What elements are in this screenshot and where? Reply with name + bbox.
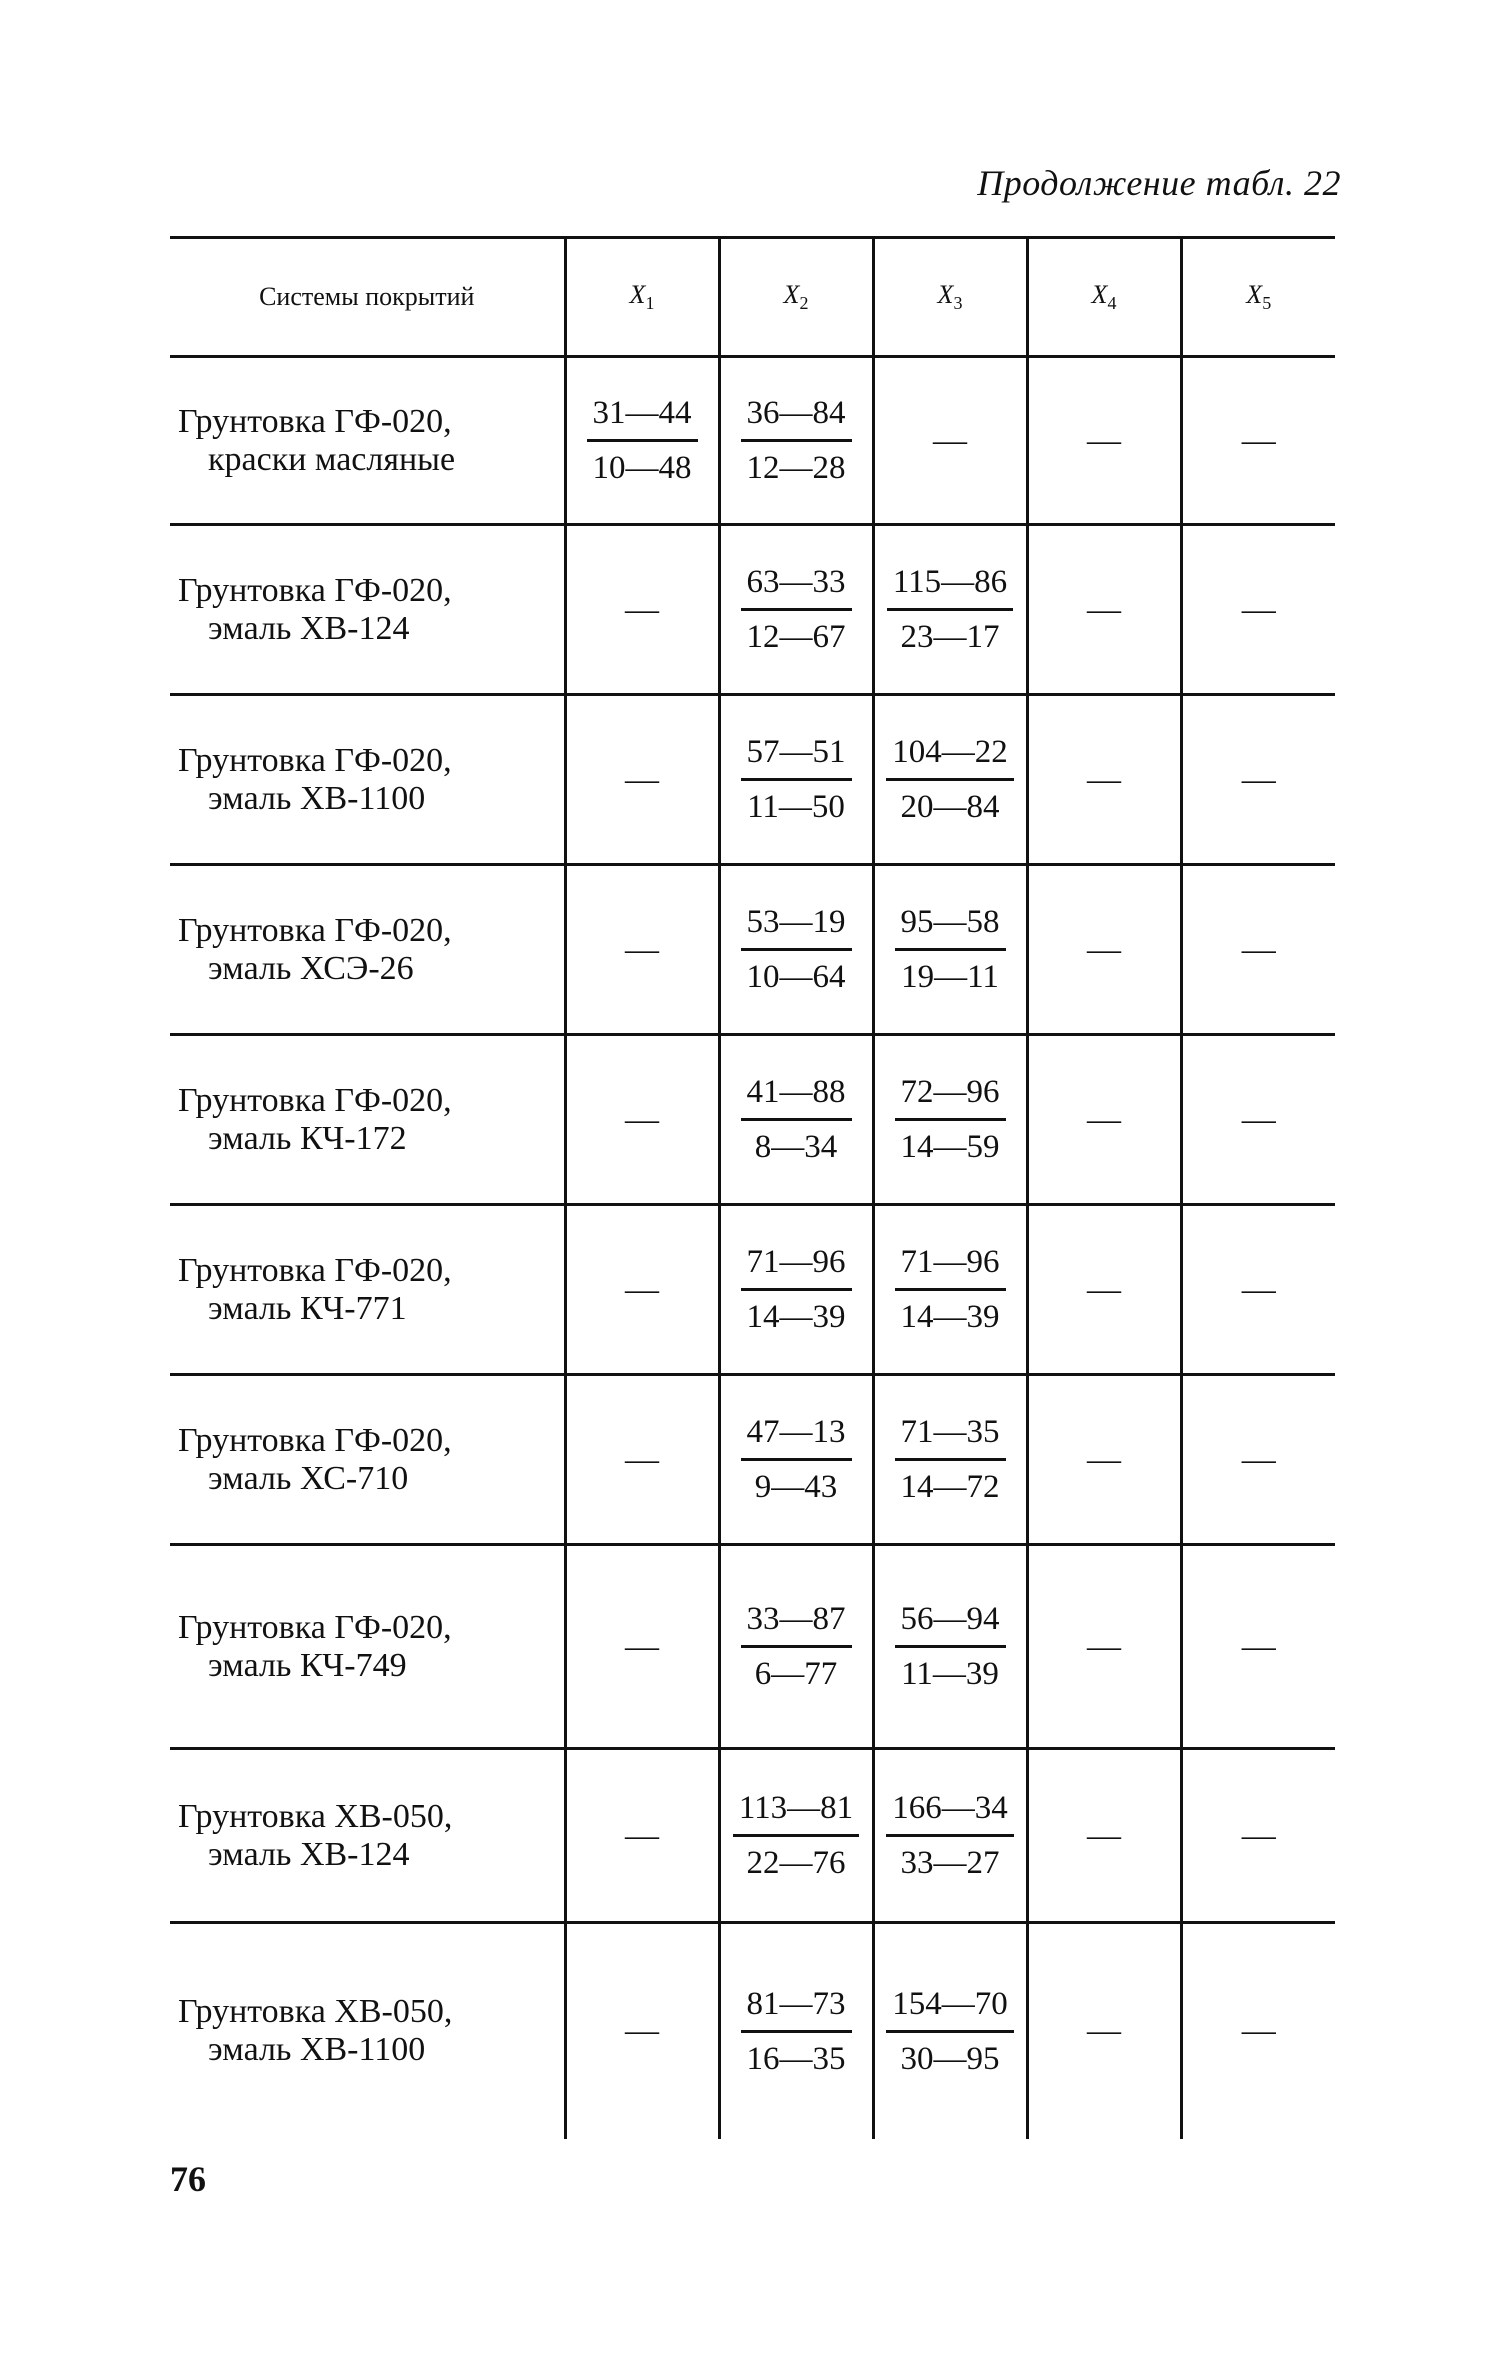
value-fraction [895,1242,1006,1337]
fraction-denominator: 20—84 [900,789,1000,825]
fraction-denominator: 12—28 [746,450,846,486]
table-row [170,357,1335,525]
empty-dash: — [1087,590,1121,628]
value-cell-x1 [565,1545,719,1749]
value-cell-x4 [1027,525,1181,695]
fraction-denominator: 14—72 [900,1469,1000,1505]
value-cell-x3 [873,1205,1027,1375]
empty-dash: — [625,1440,659,1478]
value-fraction [733,1788,859,1883]
empty-dash: — [1241,930,1276,968]
table-header-row [170,238,1335,357]
empty-dash: — [1241,2012,1276,2050]
empty-dash: — [933,421,967,459]
fraction-numerator: 71—96 [741,1242,852,1291]
value-cell-x3 [873,695,1027,865]
value-cell-x5 [1181,1749,1335,1923]
fraction-numerator: 56—94 [895,1599,1006,1648]
table-caption: Продолжение табл. 22 [977,163,1341,203]
empty-dash: — [1241,760,1276,798]
value-cell-x1 [565,1035,719,1205]
system-name-line1: Грунтовка ГФ-020, [178,571,452,609]
value-cell-x2 [719,1749,873,1923]
value-cell-x1 [565,695,719,865]
value-cell-x2 [719,695,873,865]
header-systems: Системы покрытий [170,238,565,357]
system-name-line1: Грунтовка ГФ-020, [178,1421,452,1459]
empty-dash: — [1087,1816,1121,1854]
fraction-numerator: 104—22 [886,732,1014,781]
value-cell-x3 [873,1923,1027,2139]
system-name-line1: Грунтовка ГФ-020, [178,1608,452,1646]
value-fraction [895,1599,1006,1694]
table-row [170,1035,1335,1205]
system-name-line2: эмаль ХВ-1100 [208,779,426,817]
value-fraction [741,732,852,827]
fraction-denominator: 8—34 [754,1129,838,1165]
fraction-denominator: 11—50 [747,789,845,825]
empty-dash: — [1241,590,1276,628]
table-row [170,695,1335,865]
system-name-line1: Грунтовка ГФ-020, [178,911,452,949]
system-name-line2: эмаль ХВ-124 [208,1835,410,1873]
fraction-denominator: 22—76 [746,1845,846,1881]
empty-dash: — [625,1627,659,1665]
fraction-numerator: 47—13 [741,1412,852,1461]
system-name-line1: Грунтовка ГФ-020, [178,1251,452,1289]
fraction-numerator: 31—44 [587,393,698,442]
empty-dash: — [1241,421,1276,459]
value-cell-x4 [1027,1375,1181,1545]
value-cell-x2 [719,1923,873,2139]
fraction-denominator: 12—67 [746,619,846,655]
value-cell-x5 [1181,1035,1335,1205]
fraction-denominator: 10—48 [592,450,692,486]
system-name-line2: эмаль ХС-710 [208,1459,409,1497]
empty-dash: — [1087,760,1121,798]
fraction-numerator: 113—81 [733,1788,859,1837]
value-cell-x5 [1181,695,1335,865]
system-name-cell [170,1749,565,1923]
value-cell-x4 [1027,695,1181,865]
fraction-denominator: 9—43 [754,1469,838,1505]
value-fraction [741,1242,852,1337]
value-cell-x3 [873,1749,1027,1923]
system-name-cell [170,525,565,695]
value-fraction [587,393,698,488]
fraction-denominator: 33—27 [900,1845,1000,1881]
value-fraction [741,562,852,657]
system-name-cell [170,357,565,525]
system-name-cell [170,1375,565,1545]
value-cell-x5 [1181,1375,1335,1545]
table-row [170,1923,1335,2139]
value-cell-x5 [1181,357,1335,525]
system-name-line2: эмаль ХВ-124 [208,609,410,647]
value-cell-x3 [873,357,1027,525]
empty-dash: — [1087,1440,1121,1478]
header-x5: $X_5$ [1181,238,1335,357]
empty-dash: — [1241,1440,1276,1478]
coatings-table [170,236,1335,2139]
value-cell-x4 [1027,1035,1181,1205]
empty-dash: — [1087,1627,1121,1665]
value-cell-x3 [873,865,1027,1035]
empty-dash: — [625,930,659,968]
value-cell-x1 [565,525,719,695]
fraction-denominator: 14—39 [900,1299,1000,1335]
fraction-denominator: 14—59 [900,1129,1000,1165]
value-fraction [887,562,1013,657]
value-cell-x3 [873,1035,1027,1205]
fraction-numerator: 166—34 [886,1788,1014,1837]
value-cell-x2 [719,865,873,1035]
fraction-numerator: 81—73 [741,1984,852,2033]
system-name-line2: эмаль КЧ-172 [208,1119,407,1157]
system-name-line1: Грунтовка ГФ-020, [178,1081,452,1119]
system-name-cell [170,1545,565,1749]
value-fraction [741,1072,852,1167]
value-cell-x4 [1027,1749,1181,1923]
value-cell-x4 [1027,357,1181,525]
system-name-line2: эмаль ХСЭ-26 [208,949,414,987]
empty-dash: — [1087,1100,1121,1138]
empty-dash: — [1241,1270,1276,1308]
system-name-line1: Грунтовка ХВ-050, [178,1993,453,2031]
table-row [170,1749,1335,1923]
value-fraction [886,732,1014,827]
value-cell-x3 [873,1375,1027,1545]
value-cell-x4 [1027,1205,1181,1375]
value-cell-x1 [565,1205,719,1375]
value-cell-x5 [1181,1923,1335,2139]
table-row [170,1545,1335,1749]
empty-dash: — [625,760,659,798]
empty-dash: — [1241,1627,1276,1665]
fraction-numerator: 154—70 [886,1984,1014,2033]
fraction-numerator: 95—58 [895,902,1006,951]
fraction-denominator: 6—77 [754,1656,838,1692]
system-name-cell [170,1923,565,2139]
fraction-numerator: 72—96 [895,1072,1006,1121]
value-fraction [895,1072,1006,1167]
empty-dash: — [1087,930,1121,968]
empty-dash: — [1241,1100,1276,1138]
value-fraction [741,1599,852,1694]
fraction-numerator: 71—35 [895,1412,1006,1461]
value-cell-x4 [1027,1545,1181,1749]
system-name-cell [170,1205,565,1375]
fraction-denominator: 19—11 [901,959,999,995]
fraction-numerator: 71—96 [895,1242,1006,1291]
system-name-line2: эмаль КЧ-771 [208,1289,407,1327]
value-cell-x2 [719,357,873,525]
value-cell-x5 [1181,525,1335,695]
header-x1: $X_1$ [565,238,719,357]
system-name-cell [170,865,565,1035]
value-fraction [895,1412,1006,1507]
table-row [170,525,1335,695]
value-fraction [895,902,1006,997]
fraction-numerator: 115—86 [887,562,1013,611]
table-body [170,357,1335,2139]
value-fraction [741,902,852,997]
empty-dash: — [625,1270,659,1308]
header-x2: $X_2$ [719,238,873,357]
fraction-denominator: 14—39 [746,1299,846,1335]
value-cell-x4 [1027,1923,1181,2139]
value-cell-x4 [1027,865,1181,1035]
fraction-denominator: 23—17 [900,619,1000,655]
value-cell-x1 [565,1749,719,1923]
fraction-numerator: 33—87 [741,1599,852,1648]
system-name-cell [170,1035,565,1205]
system-name-cell [170,695,565,865]
value-fraction [741,393,852,488]
value-fraction [741,1984,852,2079]
system-name-line2: эмаль ХВ-1100 [208,2031,426,2069]
system-name-line2: эмаль КЧ-749 [208,1646,407,1684]
value-cell-x2 [719,1545,873,1749]
fraction-numerator: 41—88 [741,1072,852,1121]
value-fraction [741,1412,852,1507]
empty-dash: — [625,1816,659,1854]
value-cell-x5 [1181,1545,1335,1749]
system-name-line1: Грунтовка ГФ-020, [178,402,452,440]
fraction-numerator: 36—84 [741,393,852,442]
table-row [170,1375,1335,1545]
value-cell-x1 [565,865,719,1035]
empty-dash: — [1087,421,1121,459]
empty-dash: — [625,2012,659,2050]
table-row [170,1205,1335,1375]
empty-dash: — [625,1100,659,1138]
system-name-line1: Грунтовка ГФ-020, [178,741,452,779]
fraction-denominator: 10—64 [746,959,846,995]
value-cell-x1 [565,1923,719,2139]
value-cell-x2 [719,1035,873,1205]
value-cell-x2 [719,525,873,695]
empty-dash: — [1087,2012,1121,2050]
fraction-numerator: 63—33 [741,562,852,611]
empty-dash: — [1087,1270,1121,1308]
value-cell-x1 [565,357,719,525]
page-number: 76 [170,2159,206,2199]
value-cell-x5 [1181,865,1335,1035]
fraction-denominator: 30—95 [900,2040,1000,2077]
value-cell-x2 [719,1375,873,1545]
empty-dash: — [1241,1816,1276,1854]
value-fraction [886,1984,1014,2079]
empty-dash: — [625,590,659,628]
system-name-line1: Грунтовка ХВ-050, [178,1797,453,1835]
header-x4: $X_4$ [1027,238,1181,357]
fraction-denominator: 16—35 [746,2040,846,2077]
value-cell-x3 [873,1545,1027,1749]
header-x3: $X_3$ [873,238,1027,357]
fraction-numerator: 57—51 [741,732,852,781]
system-name-line2: краски масляные [208,440,456,478]
value-cell-x3 [873,525,1027,695]
value-fraction [886,1788,1014,1883]
table-row [170,865,1335,1035]
value-cell-x5 [1181,1205,1335,1375]
fraction-numerator: 53—19 [741,902,852,951]
value-cell-x2 [719,1205,873,1375]
fraction-denominator: 11—39 [901,1656,999,1692]
value-cell-x1 [565,1375,719,1545]
